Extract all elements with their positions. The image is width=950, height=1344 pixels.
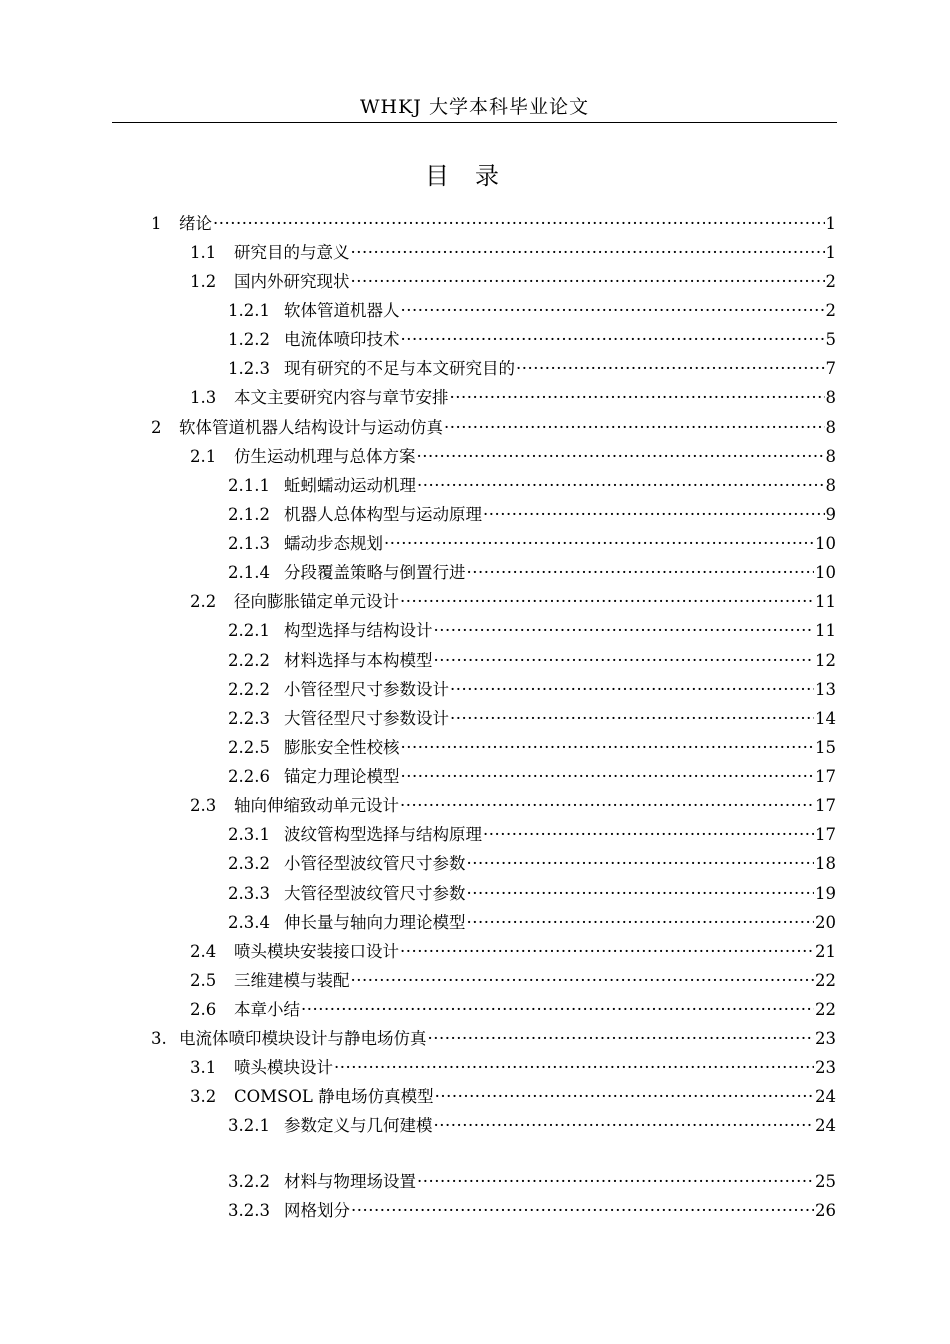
toc-entry-page: 9 (825, 505, 836, 524)
toc-entry-page: 11 (815, 592, 836, 611)
toc-leader-dots (434, 619, 815, 643)
toc-entry-number: 2.4 (190, 942, 217, 961)
toc-entry-number: 1 (151, 214, 162, 233)
toc-leader-dots (435, 1085, 814, 1109)
toc-entry-number: 2.1.3 (228, 534, 270, 553)
toc-entry-title: 仿生运动机理与总体方案 (234, 447, 416, 466)
toc-entry-title: 材料与物理场设置 (284, 1172, 416, 1191)
toc-entry-number: 2.3.1 (228, 825, 270, 844)
toc-entry-number: 2.2.1 (228, 621, 270, 640)
toc-entry-number: 1.2.2 (228, 330, 270, 349)
toc-entry-number: 3.2.3 (228, 1201, 270, 1220)
toc-entry[interactable] (190, 241, 836, 265)
toc-leader-dots (351, 1199, 814, 1223)
toc-entry[interactable] (228, 736, 836, 760)
toc-entry-title: 软体管道机器人 (284, 301, 400, 320)
toc-entry[interactable] (190, 1085, 836, 1109)
toc-entry-page: 18 (815, 854, 836, 873)
toc-leader-dots (334, 1056, 814, 1080)
toc-entry[interactable] (228, 299, 836, 323)
toc-entry-title: 软体管道机器人结构设计与运动仿真 (179, 418, 443, 437)
toc-entry[interactable] (228, 1199, 836, 1223)
toc-leader-dots (444, 416, 825, 440)
toc-entry-page: 20 (815, 913, 836, 932)
toc-entry-page: 24 (815, 1087, 836, 1106)
toc-entry-title: 材料选择与本构模型 (284, 651, 433, 670)
toc-entry-page: 17 (815, 796, 836, 815)
toc-entry-number: 2.2 (190, 592, 217, 611)
toc-leader-dots (401, 299, 825, 323)
toc-leader-dots (483, 503, 825, 527)
toc-entry-page: 5 (825, 330, 836, 349)
toc-entry[interactable] (228, 911, 836, 935)
toc-leader-dots (467, 882, 815, 906)
toc-leader-dots (400, 590, 814, 614)
toc-entry-title: 小管径型波纹管尺寸参数 (284, 854, 466, 873)
toc-entry[interactable] (190, 969, 836, 993)
toc-entry-title: 轴向伸缩致动单元设计 (234, 796, 399, 815)
toc-entry[interactable] (151, 1027, 836, 1051)
toc-entry-title: 蚯蚓蠕动运动机理 (284, 476, 416, 495)
header-title: WHKJ 大学本科毕业论文 (360, 96, 589, 118)
toc-entry-page: 8 (825, 476, 836, 495)
toc-entry-page: 25 (815, 1172, 836, 1191)
toc-entry-number: 3.2.1 (228, 1116, 270, 1135)
toc-leader-dots (483, 823, 814, 847)
toc-entry[interactable] (228, 328, 836, 352)
toc-entry[interactable] (190, 1056, 836, 1080)
toc-entry-page: 1 (825, 214, 836, 233)
toc-entry-title: 国内外研究现状 (234, 272, 350, 291)
toc-entry-number: 1.1 (190, 243, 217, 262)
toc-entry-title: 参数定义与几何建模 (284, 1116, 433, 1135)
toc-leader-dots (417, 474, 825, 498)
toc-entry[interactable] (228, 765, 836, 789)
toc-entry[interactable] (228, 1170, 836, 1194)
toc-entry-title: 大管径型尺寸参数设计 (284, 709, 449, 728)
toc-entry[interactable] (151, 416, 836, 440)
toc-entry-title: 蠕动步态规划 (284, 534, 383, 553)
toc-entry-title: 径向膨胀锚定单元设计 (234, 592, 399, 611)
toc-entry-page: 7 (825, 359, 836, 378)
toc-entry[interactable] (228, 561, 836, 585)
toc-entry-title: 伸长量与轴向力理论模型 (284, 913, 466, 932)
toc-entry-page: 22 (815, 1000, 836, 1019)
toc-entry-page: 15 (815, 738, 836, 757)
toc-entry-page: 13 (815, 680, 836, 699)
toc-entry-number: 3.2.2 (228, 1172, 270, 1191)
toc-entry-number: 2.3 (190, 796, 217, 815)
toc-entry-title: 小管径型尺寸参数设计 (284, 680, 449, 699)
toc-entry[interactable] (190, 794, 836, 818)
toc-entry-number: 3.2 (190, 1087, 217, 1106)
toc-leader-dots (401, 765, 815, 789)
toc-entry[interactable] (190, 270, 836, 294)
toc-leader-dots (467, 852, 815, 876)
toc-entry-page: 19 (815, 884, 836, 903)
toc-leader-dots (450, 707, 814, 731)
toc-entry[interactable] (228, 852, 836, 876)
toc-entry-number: 1.2.3 (228, 359, 270, 378)
toc-entry-title: 机器人总体构型与运动原理 (284, 505, 482, 524)
toc-entry[interactable] (228, 474, 836, 498)
toc-entry[interactable] (228, 503, 836, 527)
toc-entry-number: 2.1.1 (228, 476, 270, 495)
toc-entry[interactable] (228, 357, 836, 381)
toc-entry-title: COMSOL 静电场仿真模型 (234, 1087, 434, 1106)
toc-entry-number: 2.3.3 (228, 884, 270, 903)
toc-entry-number: 2.2.2 (228, 680, 270, 699)
toc-entry-number: 1.3 (190, 388, 217, 407)
toc-entry[interactable] (228, 1114, 836, 1138)
toc-entry-number: 2.6 (190, 1000, 217, 1019)
toc-entry-title: 构型选择与结构设计 (284, 621, 433, 640)
toc-leader-dots (301, 998, 814, 1022)
toc-entry-page: 17 (815, 767, 836, 786)
toc-leader-dots (467, 561, 815, 585)
toc-leader-dots (400, 940, 814, 964)
toc-leader-dots (417, 445, 825, 469)
toc-leader-dots (401, 736, 815, 760)
page-header (112, 94, 837, 123)
toc-entry-page: 23 (815, 1058, 836, 1077)
toc-entry-number: 2.5 (190, 971, 217, 990)
toc-entry-number: 2.2.2 (228, 651, 270, 670)
toc-entry-page: 23 (815, 1029, 836, 1048)
toc-entry-page: 22 (815, 971, 836, 990)
toc-entry-title: 分段覆盖策略与倒置行进 (284, 563, 466, 582)
toc-leader-dots (434, 649, 815, 673)
toc-entry-title: 绪论 (179, 214, 212, 233)
toc-entry-page: 14 (815, 709, 836, 728)
toc-leader-dots (213, 212, 825, 236)
toc-leader-dots (450, 386, 825, 410)
toc-entry-title: 膨胀安全性校核 (284, 738, 400, 757)
toc-entry-page: 26 (815, 1201, 836, 1220)
toc-leader-dots (428, 1027, 815, 1051)
toc-entry-page: 1 (825, 243, 836, 262)
toc-entry-page: 2 (825, 272, 836, 291)
toc-entry-title: 本文主要研究内容与章节安排 (234, 388, 449, 407)
toc-entry-title: 电流体喷印模块设计与静电场仿真 (179, 1029, 427, 1048)
toc-entry[interactable] (190, 998, 836, 1022)
toc-entry-title: 大管径型波纹管尺寸参数 (284, 884, 466, 903)
toc-entry-title: 现有研究的不足与本文研究目的 (284, 359, 515, 378)
toc-leader-dots (434, 1114, 815, 1138)
toc-entry-page: 11 (815, 621, 836, 640)
toc-leader-dots (384, 532, 814, 556)
toc-entry-title: 锚定力理论模型 (284, 767, 400, 786)
toc-leader-dots (351, 969, 815, 993)
toc-entry[interactable] (228, 649, 836, 673)
toc-leader-dots (516, 357, 825, 381)
toc-entry-number: 2 (151, 418, 162, 437)
toc-entry-title: 电流体喷印技术 (284, 330, 400, 349)
toc-entry-title: 研究目的与意义 (234, 243, 350, 262)
page-title: 目录 (425, 162, 525, 190)
toc-entry-title: 网格划分 (284, 1201, 350, 1220)
toc-entry-number: 2.2.3 (228, 709, 270, 728)
toc-entry-number: 1.2.1 (228, 301, 270, 320)
toc-entry[interactable] (228, 823, 836, 847)
toc-entry-number: 2.2.5 (228, 738, 270, 757)
toc-leader-dots (450, 678, 814, 702)
toc-entry-page: 8 (825, 447, 836, 466)
toc-entry[interactable] (228, 678, 836, 702)
toc-entry-number: 3. (151, 1029, 167, 1048)
toc-entry-page: 17 (815, 825, 836, 844)
toc-entry[interactable] (228, 882, 836, 906)
toc-entry[interactable] (190, 445, 836, 469)
toc-leader-dots (467, 911, 815, 935)
toc-leader-dots (351, 270, 825, 294)
toc-entry-number: 2.3.4 (228, 913, 270, 932)
toc-entry-title: 喷头模块设计 (234, 1058, 333, 1077)
toc-entry-title: 喷头模块安装接口设计 (234, 942, 399, 961)
toc-entry-page: 12 (815, 651, 836, 670)
toc-leader-dots (417, 1170, 814, 1194)
toc-leader-dots (401, 328, 825, 352)
toc-entry-number: 2.1 (190, 447, 217, 466)
toc-entry-page: 8 (825, 418, 836, 437)
toc-entry[interactable] (228, 707, 836, 731)
toc-entry-number: 2.3.2 (228, 854, 270, 873)
toc-entry-page: 24 (815, 1116, 836, 1135)
toc-entry-page: 8 (825, 388, 836, 407)
toc-entry[interactable] (228, 619, 836, 643)
toc-entry-page: 21 (815, 942, 836, 961)
toc-leader-dots (400, 794, 814, 818)
toc-entry-title: 本章小结 (234, 1000, 300, 1019)
toc-entry[interactable] (190, 386, 836, 410)
toc-entry-title: 三维建模与装配 (234, 971, 350, 990)
toc-entry-number: 1.2 (190, 272, 217, 291)
toc-entry[interactable] (151, 212, 836, 236)
toc-entry[interactable] (190, 940, 836, 964)
toc-entry-page: 10 (815, 534, 836, 553)
toc-entry-page: 10 (815, 563, 836, 582)
toc-entry-number: 3.1 (190, 1058, 217, 1077)
toc-leader-dots (351, 241, 825, 265)
toc-entry[interactable] (228, 532, 836, 556)
toc-entry-number: 2.2.6 (228, 767, 270, 786)
toc-entry[interactable] (190, 590, 836, 614)
toc-entry-number: 2.1.4 (228, 563, 270, 582)
toc-entry-page: 2 (825, 301, 836, 320)
toc-entry-title: 波纹管构型选择与结构原理 (284, 825, 482, 844)
toc-entry-number: 2.1.2 (228, 505, 270, 524)
